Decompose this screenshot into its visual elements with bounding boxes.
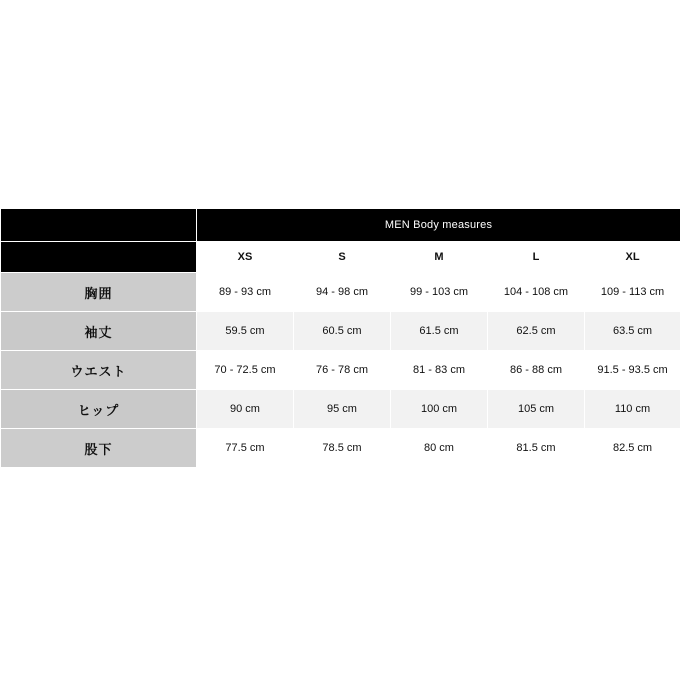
table-row — [1, 312, 680, 351]
header-corner-cell — [1, 209, 197, 242]
cell-waist-s: 76 - 78 cm — [294, 351, 391, 390]
cell-sleeve-l: 62.5 cm — [488, 312, 585, 351]
cell-hip-xs: 90 cm — [197, 390, 294, 429]
size-column-xs: XS — [197, 242, 294, 273]
row-label-inseam: 股下 — [1, 429, 197, 468]
cell-chest-xl: 109 - 113 cm — [585, 273, 680, 312]
cell-waist-l: 86 - 88 cm — [488, 351, 585, 390]
cell-chest-l: 104 - 108 cm — [488, 273, 585, 312]
table-row — [1, 390, 680, 429]
table-header-row — [1, 209, 680, 242]
table-row — [1, 351, 680, 390]
cell-inseam-xl: 82.5 cm — [585, 429, 680, 468]
chart-title: MEN Body measures — [197, 209, 680, 242]
cell-sleeve-m: 61.5 cm — [391, 312, 488, 351]
table-row — [1, 429, 680, 468]
cell-waist-xl: 91.5 - 93.5 cm — [585, 351, 680, 390]
cell-hip-l: 105 cm — [488, 390, 585, 429]
size-column-xl: XL — [585, 242, 680, 273]
cell-sleeve-xs: 59.5 cm — [197, 312, 294, 351]
cell-chest-s: 94 - 98 cm — [294, 273, 391, 312]
cell-inseam-xs: 77.5 cm — [197, 429, 294, 468]
row-label-hip: ヒップ — [1, 390, 197, 429]
table-row — [1, 273, 680, 312]
cell-inseam-m: 80 cm — [391, 429, 488, 468]
cell-sleeve-s: 60.5 cm — [294, 312, 391, 351]
size-column-s: S — [294, 242, 391, 273]
cell-chest-m: 99 - 103 cm — [391, 273, 488, 312]
cell-waist-m: 81 - 83 cm — [391, 351, 488, 390]
cell-hip-m: 100 cm — [391, 390, 488, 429]
cell-waist-xs: 70 - 72.5 cm — [197, 351, 294, 390]
row-label-sleeve: 袖丈 — [1, 312, 197, 351]
cell-sleeve-xl: 63.5 cm — [585, 312, 680, 351]
size-label-row — [1, 242, 680, 273]
cell-inseam-s: 78.5 cm — [294, 429, 391, 468]
size-column-l: L — [488, 242, 585, 273]
cell-inseam-l: 81.5 cm — [488, 429, 585, 468]
row-label-waist: ウエスト — [1, 351, 197, 390]
cell-hip-xl: 110 cm — [585, 390, 680, 429]
size-chart — [0, 208, 680, 468]
size-chart-table — [0, 208, 680, 468]
row-label-chest: 胸囲 — [1, 273, 197, 312]
cell-hip-s: 95 cm — [294, 390, 391, 429]
size-corner-cell — [1, 242, 197, 273]
cell-chest-xs: 89 - 93 cm — [197, 273, 294, 312]
size-column-m: M — [391, 242, 488, 273]
